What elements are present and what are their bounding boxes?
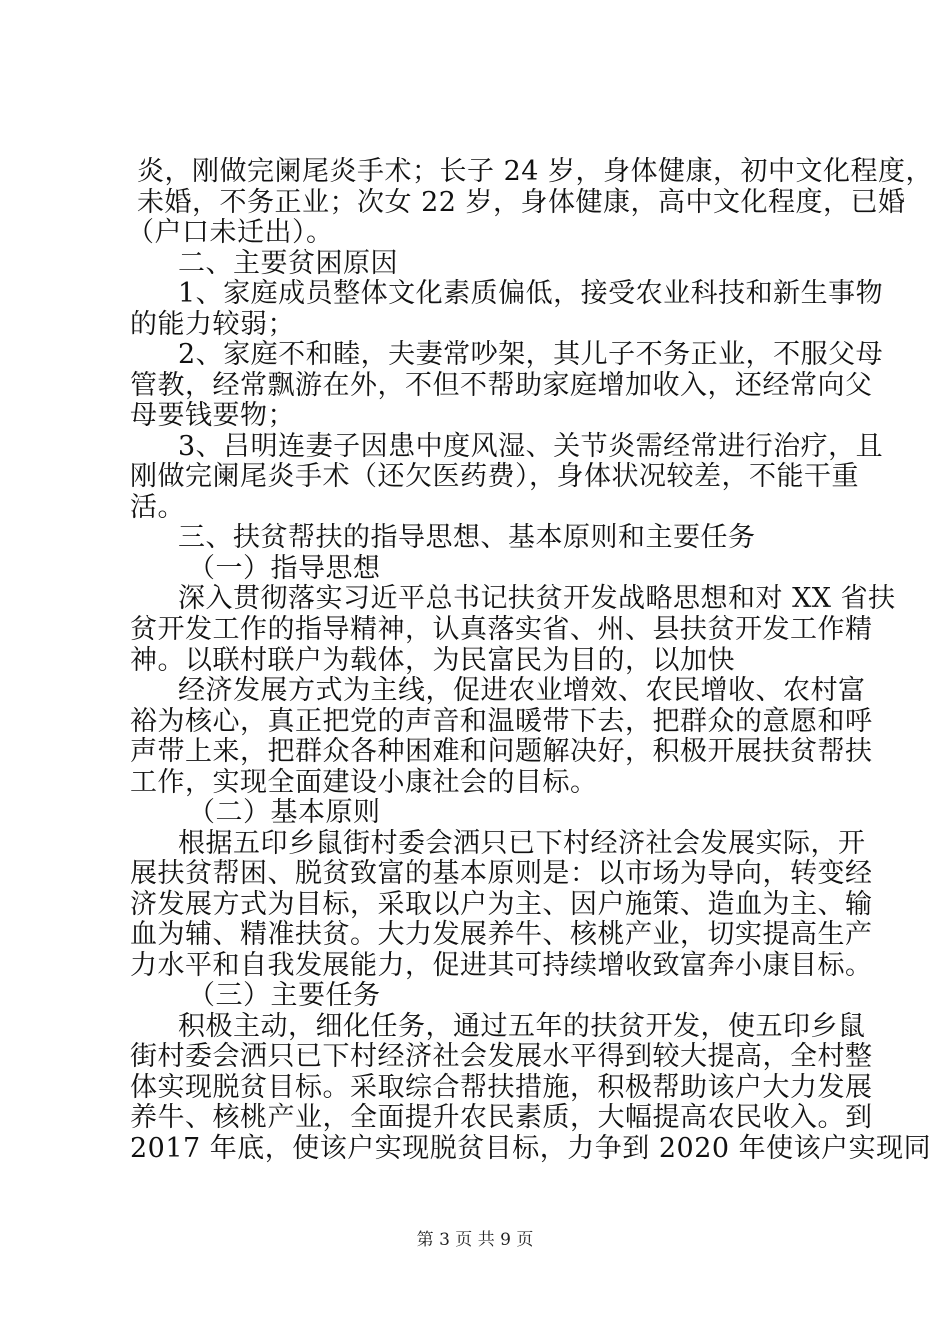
text-line: 2017 年底，使该户实现脱贫目标，力争到 2020 年使该户实现同 [130,1133,932,1164]
text-line: 的能力较弱； [130,309,295,340]
text-line: 贫开发工作的指导精神，认真落实省、州、县扶贫开发工作精 [130,614,873,645]
text-line: 二、主要贫困原因 [178,248,398,279]
text-line: 力水平和自我发展能力，促进其可持续增收致富奔小康目标。 [130,950,873,981]
text-line: 积极主动，细化任务，通过五年的扶贫开发，使五印乡鼠 [178,1011,866,1042]
text-line: （二）基本原则 [188,797,381,828]
page-footer: 第 3 页 共 9 页 [416,1230,534,1250]
text-line: 裕为核心，真正把党的声音和温暖带下去，把群众的意愿和呼 [130,706,873,737]
text-line: 深入贯彻落实习近平总书记扶贫开发战略思想和对 XX 省扶 [178,583,896,614]
text-line: 养牛、核桃产业，全面提升农民素质，大幅提高农民收入。到 [130,1102,873,1133]
text-line: （一）指导思想 [188,553,381,584]
text-line: 3、吕明连妻子因患中度风湿、关节炎需经常进行治疗，且 [178,431,884,462]
text-line: 神。以联村联户为载体，为民富民为目的，以加快 [130,645,735,676]
text-line: 血为辅、精准扶贫。大力发展养牛、核桃产业，切实提高生产 [130,919,873,950]
text-line: 1、家庭成员整体文化素质偏低，接受农业科技和新生事物 [178,278,884,309]
text-line: 展扶贫帮困、脱贫致富的基本原则是：以市场为导向，转变经 [130,858,873,889]
text-line: 经济发展方式为主线，促进农业增效、农民增收、农村富 [178,675,866,706]
text-line: （三）主要任务 [188,980,381,1011]
text-line: 未婚，不务正业；次女 22 岁，身体健康，高中文化程度，已婚 [137,187,906,218]
text-line: 管教，经常飘游在外，不但不帮助家庭增加收入，还经常向父 [130,370,873,401]
text-line: 三、扶贫帮扶的指导思想、基本原则和主要任务 [178,522,756,553]
text-line: 刚做完阑尾炎手术（还欠医药费），身体状况较差，不能干重 [130,461,859,492]
text-line: 根据五印乡鼠街村委会洒只已下村经济社会发展实际，开 [178,828,866,859]
text-line: 济发展方式为目标，采取以户为主、因户施策、造血为主、输 [130,889,873,920]
text-line: 炎，刚做完阑尾炎手术；长子 24 岁，身体健康，初中文化程度， [137,156,934,187]
text-line: 声带上来，把群众各种困难和问题解决好，积极开展扶贫帮扶 [130,736,873,767]
text-line: 街村委会洒只已下村经济社会发展水平得到较大提高，全村整 [130,1041,873,1072]
text-line: （户口未迁出）。 [127,217,334,248]
text-line: 体实现脱贫目标。采取综合帮扶措施，积极帮助该户大力发展 [130,1072,873,1103]
text-line: 工作，实现全面建设小康社会的目标。 [130,767,598,798]
text-line: 活。 [130,492,185,523]
text-line: 2、家庭不和睦，夫妻常吵架，其儿子不务正业，不服父母 [178,339,884,370]
text-line: 母要钱要物； [130,400,295,431]
